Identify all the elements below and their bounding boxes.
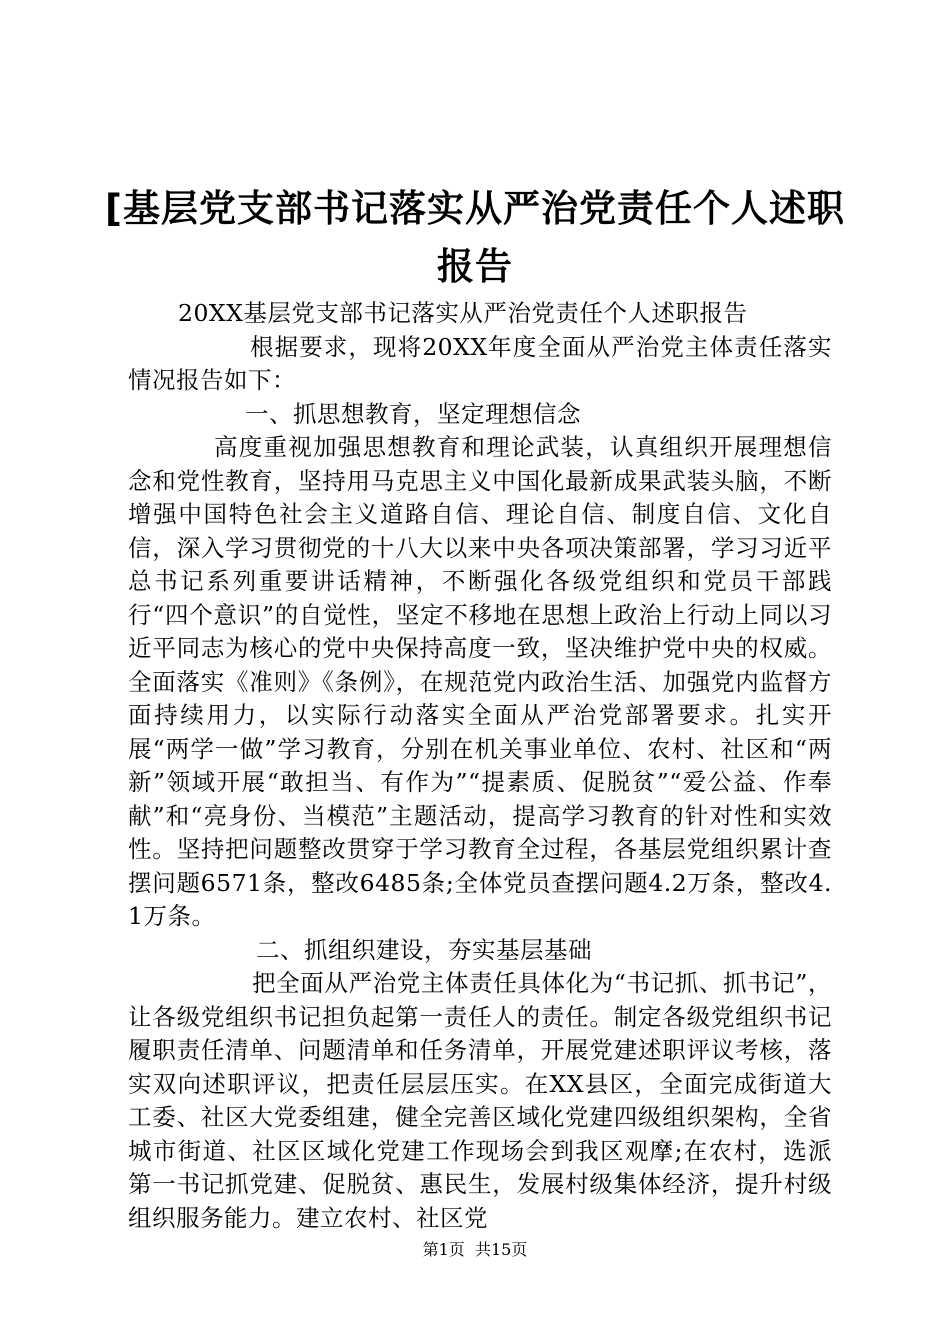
document-title-line-1: [基层党支部书记落实从严治党责任个人述职 (105, 187, 845, 230)
document-subtitle: 20XX基层党支部书记落实从严治党责任个人述职报告 (178, 299, 748, 327)
intro-paragraph: 根据要求，现将20XX年度全面从严治党主体责任落实情况报告如下： (128, 332, 832, 394)
section-heading-1: 一、抓思想教育，坚定理想信念 (245, 399, 581, 428)
page-number: 第1页 (422, 1240, 465, 1259)
page-total: 共15页 (474, 1240, 528, 1259)
section-heading-2: 二、抓组织建设，夯实基层基础 (256, 935, 592, 964)
document-title-line-2: 报告 (437, 245, 513, 288)
page-footer (0, 1238, 950, 1262)
section-paragraph-2: 把全面从严治党主体责任具体化为“书记抓、抓书记”，让各级党组织书记担负起第一责任人的责任。制定各级党组织书记履职责任清单、问题清单和任务清单，开展党建述职评议考核，落实双向述职评议，把责任层层压实。在XX县区，全面完成街道大工委、社区大党委组建，健全完善区域化党建四级组织架构，全省城市街道、社区区域化党建工作现场会到我区观摩;在农村，选派第一书记抓党建、促脱贫、惠民生，发展村级集体经济，提升村级组织服务能力。建立农村、社区党 (128, 969, 832, 1232)
section-paragraph-1: 高度重视加强思想教育和理论武装，认真组织开展理想信念和党性教育，坚持用马克思主义中国化最新成果武装头脑，不断增强中国特色社会主义道路自信、理论自信、制度自信、文化自信，深入学习贯彻党的十八大以来中央各项决策部署，学习习近平总书记系列重要讲话精神，不断强化各级党组织和党员干部践行“四个意识”的自觉性，坚定不移地在思想上政治上行动上同以习近平同志为核心的党中央保持高度一致，坚决维护党中央的权威。全面落实《准则》《条例》，在规范党内政治生活、加强党内监督方面持续用力，以实际行动落实全面从严治党部署要求。扎实开展“两学一做”学习教育，分别在机关事业单位、农村、社区和“两新”领域开展“敢担当、有作为”“提素质、促脱贫”“爱公益、作奉献”和“亮身份、当模范”主题活动，提高学习教育的针对性和实效性。坚持把问题整改贯穿于学习教育全过程，各基层党组织累计查摆问题6571条，整改6485条;全体党员查摆问题4.2万条，整改4.1万条。 (128, 433, 832, 930)
document-body (128, 297, 832, 1235)
